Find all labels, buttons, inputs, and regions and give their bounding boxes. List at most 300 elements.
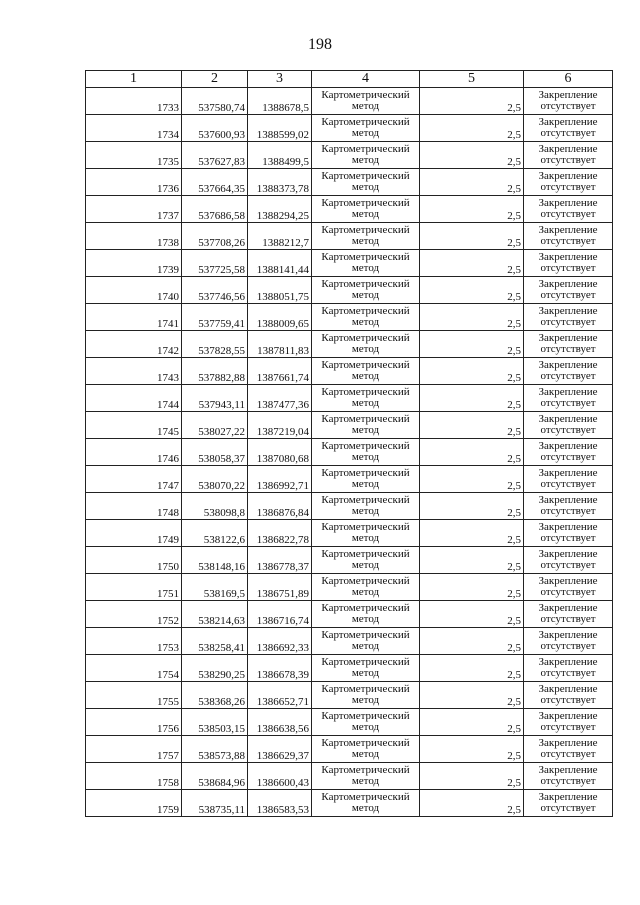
fixing-text-line2: отсутствует bbox=[540, 154, 596, 166]
method-cell bbox=[312, 493, 420, 520]
accuracy-cell: 2,5 bbox=[420, 466, 524, 493]
accuracy-cell: 2,5 bbox=[420, 88, 524, 115]
accuracy-cell: 2,5 bbox=[420, 682, 524, 709]
x-coordinate-cell: 538258,41 bbox=[182, 628, 248, 655]
y-coordinate-cell: 1388212,7 bbox=[248, 223, 312, 250]
method-cell bbox=[312, 277, 420, 304]
fixing-cell bbox=[524, 115, 613, 142]
method-cell bbox=[312, 196, 420, 223]
point-number-cell: 1734 bbox=[86, 115, 182, 142]
y-coordinate-cell: 1388051,75 bbox=[248, 277, 312, 304]
method-cell bbox=[312, 574, 420, 601]
method-cell bbox=[312, 466, 420, 493]
fixing-text-line1: Закрепление bbox=[538, 386, 598, 398]
accuracy-cell: 2,5 bbox=[420, 601, 524, 628]
point-number-cell: 1745 bbox=[86, 412, 182, 439]
fixing-text-line2: отсутствует bbox=[540, 532, 596, 544]
method-cell bbox=[312, 520, 420, 547]
y-coordinate-cell: 1386716,74 bbox=[248, 601, 312, 628]
method-cell bbox=[312, 142, 420, 169]
method-cell bbox=[312, 655, 420, 682]
fixing-text-line2: отсутствует bbox=[540, 667, 596, 679]
fixing-cell bbox=[524, 736, 613, 763]
point-number-cell: 1733 bbox=[86, 88, 182, 115]
x-coordinate-cell: 538684,96 bbox=[182, 763, 248, 790]
accuracy-cell: 2,5 bbox=[420, 115, 524, 142]
fixing-cell bbox=[524, 709, 613, 736]
point-number-cell: 1757 bbox=[86, 736, 182, 763]
accuracy-cell: 2,5 bbox=[420, 250, 524, 277]
fixing-text-line1: Закрепление bbox=[538, 494, 598, 506]
table-row bbox=[86, 466, 613, 493]
fixing-text-line2: отсутствует bbox=[540, 640, 596, 652]
method-cell bbox=[312, 790, 420, 817]
method-text-line2: метод bbox=[351, 586, 380, 598]
fixing-text-line2: отсутствует bbox=[540, 397, 596, 409]
point-number-cell: 1749 bbox=[86, 520, 182, 547]
fixing-cell bbox=[524, 628, 613, 655]
x-coordinate-cell: 538169,5 bbox=[182, 574, 248, 601]
method-text-line2: метод bbox=[351, 667, 380, 679]
accuracy-cell: 2,5 bbox=[420, 331, 524, 358]
y-coordinate-cell: 1386822,78 bbox=[248, 520, 312, 547]
table-row bbox=[86, 304, 613, 331]
method-text-line1: Картометрический bbox=[321, 656, 410, 668]
x-coordinate-cell: 537759,41 bbox=[182, 304, 248, 331]
method-cell bbox=[312, 304, 420, 331]
fixing-text-line2: отсутствует bbox=[540, 748, 596, 760]
x-coordinate-cell: 537882,88 bbox=[182, 358, 248, 385]
accuracy-cell: 2,5 bbox=[420, 709, 524, 736]
table-row bbox=[86, 682, 613, 709]
y-coordinate-cell: 1388373,78 bbox=[248, 169, 312, 196]
fixing-text-line2: отсутствует bbox=[540, 127, 596, 139]
x-coordinate-cell: 538290,25 bbox=[182, 655, 248, 682]
accuracy-cell: 2,5 bbox=[420, 439, 524, 466]
fixing-cell bbox=[524, 250, 613, 277]
fixing-cell bbox=[524, 439, 613, 466]
column-header: 1 bbox=[86, 71, 182, 88]
fixing-text-line1: Закрепление bbox=[538, 764, 598, 776]
method-cell bbox=[312, 601, 420, 628]
method-text-line2: метод bbox=[351, 370, 380, 382]
fixing-cell bbox=[524, 385, 613, 412]
x-coordinate-cell: 538368,26 bbox=[182, 682, 248, 709]
method-text-line2: метод bbox=[351, 289, 380, 301]
x-coordinate-cell: 537943,11 bbox=[182, 385, 248, 412]
table-row bbox=[86, 547, 613, 574]
point-number-cell: 1748 bbox=[86, 493, 182, 520]
table-row bbox=[86, 196, 613, 223]
y-coordinate-cell: 1388678,5 bbox=[248, 88, 312, 115]
fixing-text-line1: Закрепление bbox=[538, 359, 598, 371]
method-text-line1: Картометрический bbox=[321, 494, 410, 506]
point-number-cell: 1747 bbox=[86, 466, 182, 493]
fixing-cell bbox=[524, 331, 613, 358]
accuracy-cell: 2,5 bbox=[420, 520, 524, 547]
method-text-line2: метод bbox=[351, 262, 380, 274]
x-coordinate-cell: 538122,6 bbox=[182, 520, 248, 547]
accuracy-cell: 2,5 bbox=[420, 547, 524, 574]
method-text-line1: Картометрический bbox=[321, 764, 410, 776]
point-number-cell: 1743 bbox=[86, 358, 182, 385]
method-text-line1: Картометрический bbox=[321, 278, 410, 290]
table-row bbox=[86, 520, 613, 547]
fixing-text-line1: Закрепление bbox=[538, 710, 598, 722]
fixing-text-line2: отсутствует bbox=[540, 721, 596, 733]
method-text-line1: Картометрический bbox=[321, 440, 410, 452]
method-cell bbox=[312, 682, 420, 709]
fixing-text-line2: отсутствует bbox=[540, 613, 596, 625]
accuracy-cell: 2,5 bbox=[420, 196, 524, 223]
method-text-line2: метод bbox=[351, 559, 380, 571]
fixing-cell bbox=[524, 358, 613, 385]
fixing-text-line1: Закрепление bbox=[538, 548, 598, 560]
y-coordinate-cell: 1388009,65 bbox=[248, 304, 312, 331]
x-coordinate-cell: 537686,58 bbox=[182, 196, 248, 223]
x-coordinate-cell: 538058,37 bbox=[182, 439, 248, 466]
fixing-text-line1: Закрепление bbox=[538, 575, 598, 587]
y-coordinate-cell: 1388499,5 bbox=[248, 142, 312, 169]
method-text-line1: Картометрический bbox=[321, 602, 410, 614]
point-number-cell: 1744 bbox=[86, 385, 182, 412]
point-number-cell: 1752 bbox=[86, 601, 182, 628]
fixing-text-line2: отсутствует bbox=[540, 181, 596, 193]
method-text-line1: Картометрический bbox=[321, 386, 410, 398]
point-number-cell: 1758 bbox=[86, 763, 182, 790]
method-text-line1: Картометрический bbox=[321, 143, 410, 155]
table-row bbox=[86, 574, 613, 601]
method-text-line2: метод bbox=[351, 100, 380, 112]
x-coordinate-cell: 537828,55 bbox=[182, 331, 248, 358]
fixing-cell bbox=[524, 223, 613, 250]
accuracy-cell: 2,5 bbox=[420, 574, 524, 601]
method-text-line2: метод bbox=[351, 316, 380, 328]
table-row bbox=[86, 331, 613, 358]
accuracy-cell: 2,5 bbox=[420, 169, 524, 196]
fixing-text-line2: отсутствует bbox=[540, 802, 596, 814]
fixing-cell bbox=[524, 547, 613, 574]
method-text-line1: Картометрический bbox=[321, 332, 410, 344]
coordinates-table bbox=[85, 70, 613, 817]
method-cell bbox=[312, 385, 420, 412]
table-row bbox=[86, 439, 613, 466]
fixing-text-line2: отсутствует bbox=[540, 343, 596, 355]
y-coordinate-cell: 1387661,74 bbox=[248, 358, 312, 385]
point-number-cell: 1756 bbox=[86, 709, 182, 736]
fixing-cell bbox=[524, 88, 613, 115]
fixing-cell bbox=[524, 682, 613, 709]
y-coordinate-cell: 1387219,04 bbox=[248, 412, 312, 439]
fixing-text-line1: Закрепление bbox=[538, 170, 598, 182]
method-text-line2: метод bbox=[351, 424, 380, 436]
fixing-text-line1: Закрепление bbox=[538, 143, 598, 155]
method-text-line1: Картометрический bbox=[321, 89, 410, 101]
x-coordinate-cell: 537708,26 bbox=[182, 223, 248, 250]
method-text-line1: Картометрический bbox=[321, 467, 410, 479]
fixing-cell bbox=[524, 601, 613, 628]
fixing-text-line1: Закрепление bbox=[538, 521, 598, 533]
column-header: 2 bbox=[182, 71, 248, 88]
method-text-line1: Картометрический bbox=[321, 197, 410, 209]
method-cell bbox=[312, 736, 420, 763]
method-text-line2: метод bbox=[351, 154, 380, 166]
y-coordinate-cell: 1386992,71 bbox=[248, 466, 312, 493]
column-header: 6 bbox=[524, 71, 613, 88]
table-row bbox=[86, 277, 613, 304]
fixing-text-line2: отсутствует bbox=[540, 235, 596, 247]
y-coordinate-cell: 1388599,02 bbox=[248, 115, 312, 142]
method-text-line1: Картометрический bbox=[321, 359, 410, 371]
accuracy-cell: 2,5 bbox=[420, 385, 524, 412]
fixing-text-line1: Закрепление bbox=[538, 305, 598, 317]
fixing-text-line1: Закрепление bbox=[538, 737, 598, 749]
method-text-line2: метод bbox=[351, 397, 380, 409]
point-number-cell: 1741 bbox=[86, 304, 182, 331]
x-coordinate-cell: 538148,16 bbox=[182, 547, 248, 574]
table-row bbox=[86, 790, 613, 817]
method-cell bbox=[312, 250, 420, 277]
fixing-text-line2: отсутствует bbox=[540, 478, 596, 490]
method-cell bbox=[312, 628, 420, 655]
accuracy-cell: 2,5 bbox=[420, 304, 524, 331]
table-row bbox=[86, 763, 613, 790]
accuracy-cell: 2,5 bbox=[420, 412, 524, 439]
fixing-text-line1: Закрепление bbox=[538, 116, 598, 128]
method-text-line1: Картометрический bbox=[321, 683, 410, 695]
table-row bbox=[86, 115, 613, 142]
method-text-line2: метод bbox=[351, 478, 380, 490]
x-coordinate-cell: 537725,58 bbox=[182, 250, 248, 277]
method-text-line1: Картометрический bbox=[321, 737, 410, 749]
method-cell bbox=[312, 115, 420, 142]
fixing-cell bbox=[524, 520, 613, 547]
x-coordinate-cell: 538735,11 bbox=[182, 790, 248, 817]
fixing-text-line1: Закрепление bbox=[538, 224, 598, 236]
point-number-cell: 1754 bbox=[86, 655, 182, 682]
accuracy-cell: 2,5 bbox=[420, 493, 524, 520]
fixing-text-line2: отсутствует bbox=[540, 100, 596, 112]
y-coordinate-cell: 1386638,56 bbox=[248, 709, 312, 736]
method-cell bbox=[312, 88, 420, 115]
method-text-line2: метод bbox=[351, 235, 380, 247]
table-row bbox=[86, 250, 613, 277]
column-header: 3 bbox=[248, 71, 312, 88]
method-text-line2: метод bbox=[351, 127, 380, 139]
method-text-line1: Картометрический bbox=[321, 548, 410, 560]
method-text-line2: метод bbox=[351, 721, 380, 733]
fixing-cell bbox=[524, 304, 613, 331]
accuracy-cell: 2,5 bbox=[420, 358, 524, 385]
table-row bbox=[86, 655, 613, 682]
point-number-cell: 1740 bbox=[86, 277, 182, 304]
table-header-row bbox=[86, 71, 613, 88]
accuracy-cell: 2,5 bbox=[420, 628, 524, 655]
y-coordinate-cell: 1386692,33 bbox=[248, 628, 312, 655]
method-cell bbox=[312, 439, 420, 466]
method-text-line2: метод bbox=[351, 181, 380, 193]
method-cell bbox=[312, 412, 420, 439]
y-coordinate-cell: 1386778,37 bbox=[248, 547, 312, 574]
x-coordinate-cell: 537664,35 bbox=[182, 169, 248, 196]
fixing-text-line2: отсутствует bbox=[540, 289, 596, 301]
fixing-text-line1: Закрепление bbox=[538, 602, 598, 614]
fixing-cell bbox=[524, 169, 613, 196]
fixing-cell bbox=[524, 655, 613, 682]
method-text-line2: метод bbox=[351, 613, 380, 625]
accuracy-cell: 2,5 bbox=[420, 736, 524, 763]
fixing-text-line2: отсутствует bbox=[540, 208, 596, 220]
fixing-text-line1: Закрепление bbox=[538, 278, 598, 290]
y-coordinate-cell: 1386629,37 bbox=[248, 736, 312, 763]
fixing-cell bbox=[524, 493, 613, 520]
method-text-line1: Картометрический bbox=[321, 170, 410, 182]
y-coordinate-cell: 1387811,83 bbox=[248, 331, 312, 358]
method-text-line1: Картометрический bbox=[321, 413, 410, 425]
fixing-cell bbox=[524, 574, 613, 601]
point-number-cell: 1739 bbox=[86, 250, 182, 277]
accuracy-cell: 2,5 bbox=[420, 655, 524, 682]
method-text-line2: метод bbox=[351, 640, 380, 652]
method-text-line2: метод bbox=[351, 748, 380, 760]
method-text-line2: метод bbox=[351, 775, 380, 787]
point-number-cell: 1746 bbox=[86, 439, 182, 466]
fixing-text-line2: отсутствует bbox=[540, 451, 596, 463]
point-number-cell: 1736 bbox=[86, 169, 182, 196]
fixing-text-line2: отсутствует bbox=[540, 505, 596, 517]
x-coordinate-cell: 538098,8 bbox=[182, 493, 248, 520]
table-row bbox=[86, 88, 613, 115]
fixing-text-line2: отсутствует bbox=[540, 262, 596, 274]
method-text-line2: метод bbox=[351, 532, 380, 544]
y-coordinate-cell: 1386583,53 bbox=[248, 790, 312, 817]
x-coordinate-cell: 537580,74 bbox=[182, 88, 248, 115]
fixing-cell bbox=[524, 142, 613, 169]
method-text-line2: метод bbox=[351, 451, 380, 463]
fixing-text-line2: отсутствует bbox=[540, 316, 596, 328]
method-text-line2: метод bbox=[351, 208, 380, 220]
method-cell bbox=[312, 331, 420, 358]
x-coordinate-cell: 537600,93 bbox=[182, 115, 248, 142]
fixing-text-line2: отсутствует bbox=[540, 586, 596, 598]
accuracy-cell: 2,5 bbox=[420, 763, 524, 790]
table-row bbox=[86, 709, 613, 736]
fixing-cell bbox=[524, 466, 613, 493]
x-coordinate-cell: 538070,22 bbox=[182, 466, 248, 493]
y-coordinate-cell: 1388141,44 bbox=[248, 250, 312, 277]
accuracy-cell: 2,5 bbox=[420, 142, 524, 169]
point-number-cell: 1751 bbox=[86, 574, 182, 601]
fixing-text-line2: отсутствует bbox=[540, 424, 596, 436]
fixing-cell bbox=[524, 763, 613, 790]
table-row bbox=[86, 169, 613, 196]
method-cell bbox=[312, 358, 420, 385]
x-coordinate-cell: 538027,22 bbox=[182, 412, 248, 439]
table-row bbox=[86, 493, 613, 520]
fixing-cell bbox=[524, 790, 613, 817]
column-header: 5 bbox=[420, 71, 524, 88]
column-header: 4 bbox=[312, 71, 420, 88]
page-number: 198 bbox=[308, 36, 332, 53]
x-coordinate-cell: 538503,15 bbox=[182, 709, 248, 736]
fixing-text-line1: Закрепление bbox=[538, 656, 598, 668]
fixing-text-line2: отсутствует bbox=[540, 775, 596, 787]
accuracy-cell: 2,5 bbox=[420, 277, 524, 304]
method-text-line2: метод bbox=[351, 505, 380, 517]
method-text-line1: Картометрический bbox=[321, 521, 410, 533]
y-coordinate-cell: 1388294,25 bbox=[248, 196, 312, 223]
point-number-cell: 1735 bbox=[86, 142, 182, 169]
table-row bbox=[86, 358, 613, 385]
method-text-line1: Картометрический bbox=[321, 224, 410, 236]
x-coordinate-cell: 537627,83 bbox=[182, 142, 248, 169]
fixing-text-line2: отсутствует bbox=[540, 559, 596, 571]
table-row bbox=[86, 601, 613, 628]
table-row bbox=[86, 412, 613, 439]
fixing-text-line1: Закрепление bbox=[538, 89, 598, 101]
fixing-text-line1: Закрепление bbox=[538, 467, 598, 479]
y-coordinate-cell: 1386600,43 bbox=[248, 763, 312, 790]
fixing-text-line1: Закрепление bbox=[538, 251, 598, 263]
accuracy-cell: 2,5 bbox=[420, 790, 524, 817]
fixing-text-line1: Закрепление bbox=[538, 197, 598, 209]
table-row bbox=[86, 736, 613, 763]
fixing-text-line1: Закрепление bbox=[538, 332, 598, 344]
x-coordinate-cell: 538214,63 bbox=[182, 601, 248, 628]
fixing-text-line1: Закрепление bbox=[538, 683, 598, 695]
y-coordinate-cell: 1386652,71 bbox=[248, 682, 312, 709]
x-coordinate-cell: 538573,88 bbox=[182, 736, 248, 763]
x-coordinate-cell: 537746,56 bbox=[182, 277, 248, 304]
method-text-line2: метод bbox=[351, 694, 380, 706]
y-coordinate-cell: 1386876,84 bbox=[248, 493, 312, 520]
y-coordinate-cell: 1387080,68 bbox=[248, 439, 312, 466]
table-row bbox=[86, 385, 613, 412]
y-coordinate-cell: 1386678,39 bbox=[248, 655, 312, 682]
method-text-line1: Картометрический bbox=[321, 116, 410, 128]
point-number-cell: 1742 bbox=[86, 331, 182, 358]
method-text-line2: метод bbox=[351, 802, 380, 814]
fixing-text-line2: отсутствует bbox=[540, 370, 596, 382]
method-cell bbox=[312, 709, 420, 736]
y-coordinate-cell: 1387477,36 bbox=[248, 385, 312, 412]
accuracy-cell: 2,5 bbox=[420, 223, 524, 250]
point-number-cell: 1755 bbox=[86, 682, 182, 709]
method-text-line2: метод bbox=[351, 343, 380, 355]
method-cell bbox=[312, 547, 420, 574]
fixing-cell bbox=[524, 277, 613, 304]
fixing-text-line1: Закрепление bbox=[538, 440, 598, 452]
point-number-cell: 1738 bbox=[86, 223, 182, 250]
fixing-cell bbox=[524, 412, 613, 439]
point-number-cell: 1759 bbox=[86, 790, 182, 817]
method-text-line1: Картометрический bbox=[321, 251, 410, 263]
method-text-line1: Картометрический bbox=[321, 791, 410, 803]
fixing-text-line1: Закрепление bbox=[538, 791, 598, 803]
table-row bbox=[86, 628, 613, 655]
method-text-line1: Картометрический bbox=[321, 575, 410, 587]
fixing-text-line1: Закрепление bbox=[538, 629, 598, 641]
method-text-line1: Картометрический bbox=[321, 629, 410, 641]
fixing-cell bbox=[524, 196, 613, 223]
method-text-line1: Картометрический bbox=[321, 710, 410, 722]
method-cell bbox=[312, 169, 420, 196]
fixing-text-line2: отсутствует bbox=[540, 694, 596, 706]
table-row bbox=[86, 142, 613, 169]
point-number-cell: 1737 bbox=[86, 196, 182, 223]
fixing-text-line1: Закрепление bbox=[538, 413, 598, 425]
method-text-line1: Картометрический bbox=[321, 305, 410, 317]
